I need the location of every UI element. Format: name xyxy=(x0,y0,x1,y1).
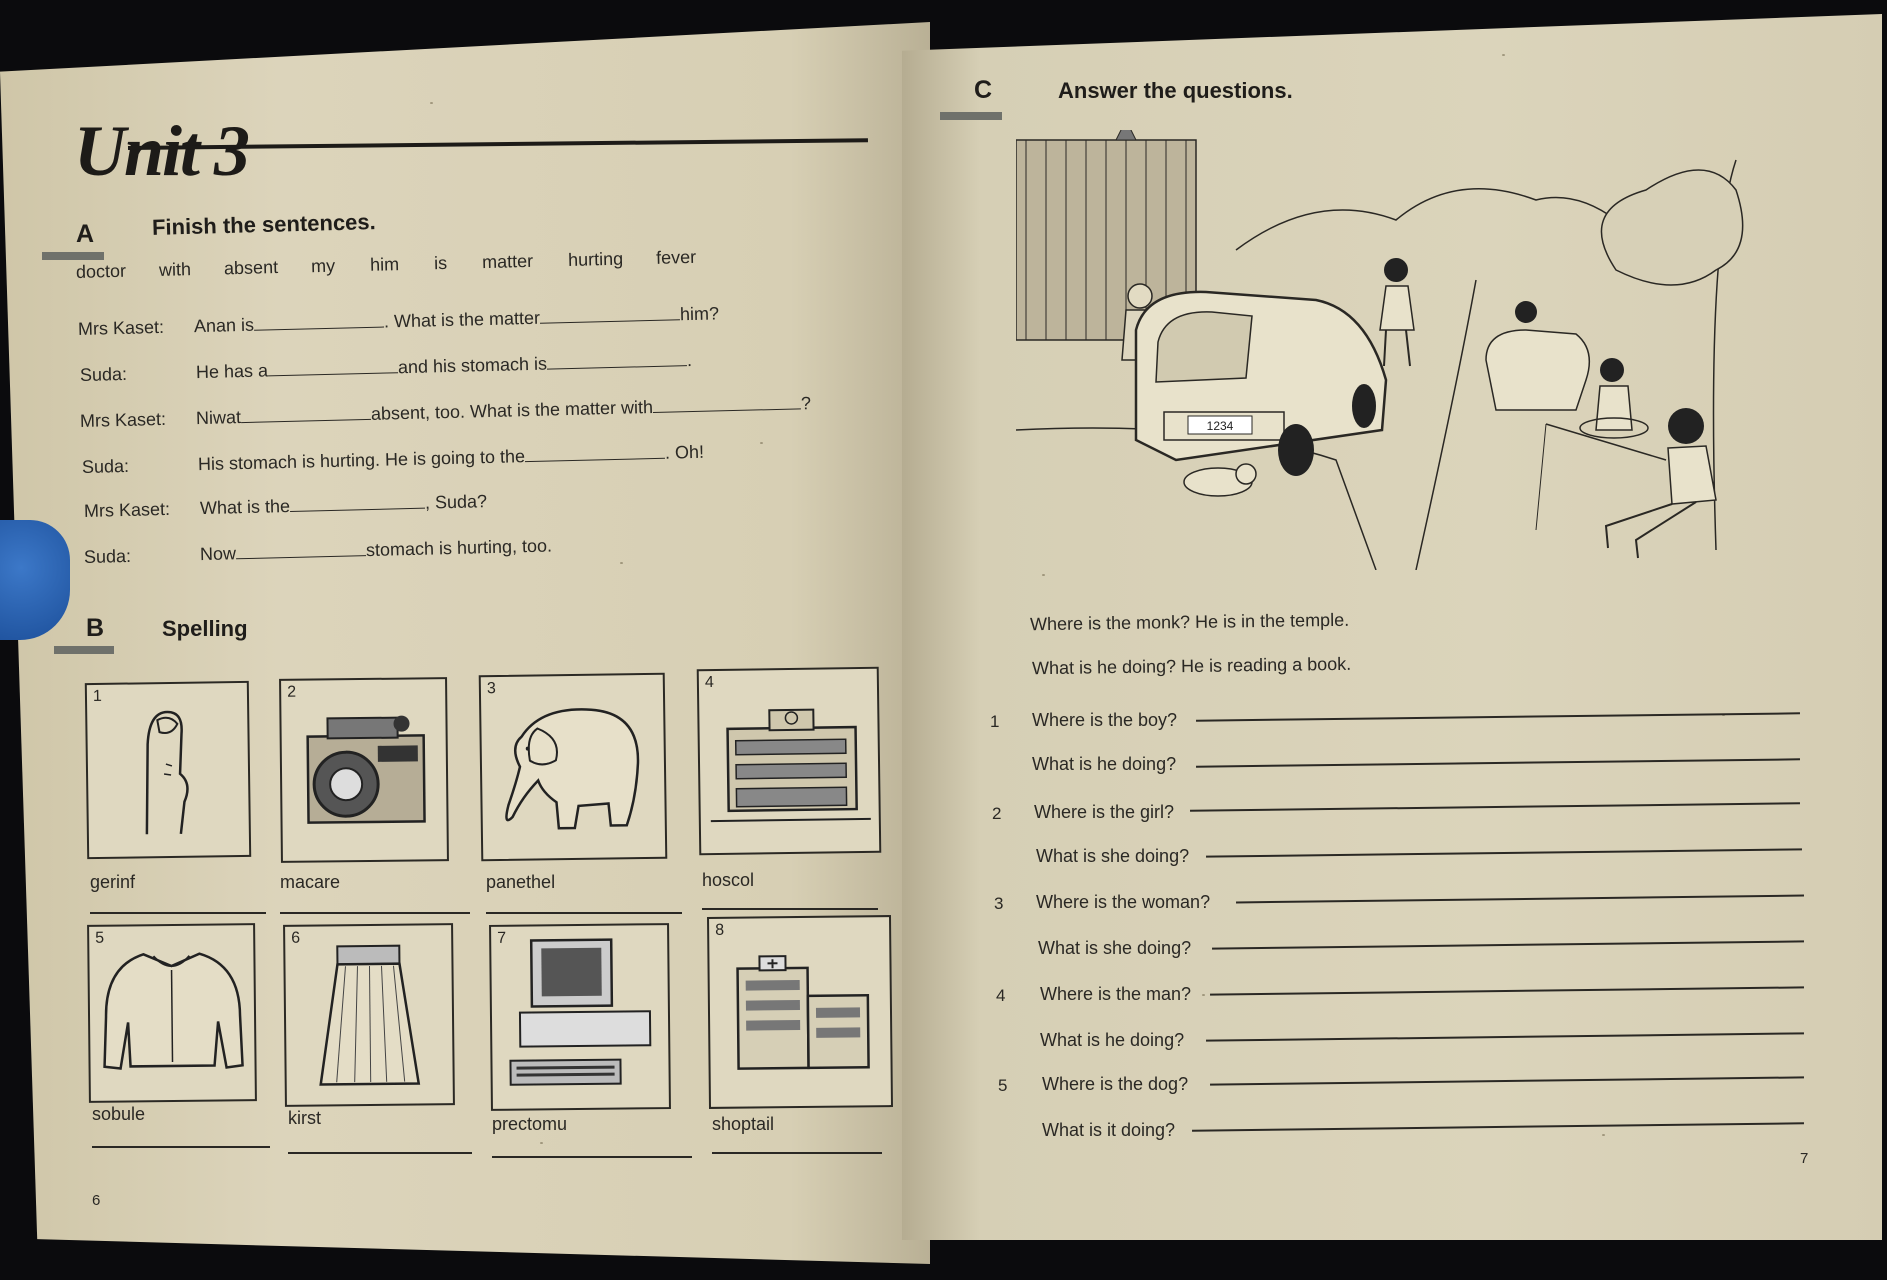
speaker: Mrs Kaset: xyxy=(77,316,165,339)
dialogue-text: , Suda? xyxy=(424,491,488,513)
dialogue-text: Niwat xyxy=(195,407,242,429)
scrambled-word: sobule xyxy=(92,1104,146,1124)
computer-icon xyxy=(491,925,669,1109)
dialogue-text: His stomach is hurting. He is going to the xyxy=(197,446,526,475)
example-sentence: What is he doing? He is reading a book. xyxy=(1031,653,1352,679)
question-text: What is he doing? xyxy=(1032,754,1177,774)
page-number-right: 7 xyxy=(1800,1150,1809,1167)
item-number: 4 xyxy=(704,674,714,692)
blank-line[interactable] xyxy=(653,392,801,413)
dialogue-text: absent, too. What is the matter with xyxy=(370,396,654,424)
answer-line[interactable] xyxy=(280,912,470,914)
question-text: What is she doing? xyxy=(1038,938,1192,958)
spelling-picture-7 xyxy=(489,923,671,1111)
question-number: 4 xyxy=(996,986,1006,1005)
question-text: What is he doing? xyxy=(1040,1030,1185,1050)
dialogue-text: him? xyxy=(679,303,720,325)
item-number: 7 xyxy=(497,929,507,947)
scrambled-word: hoscol xyxy=(702,870,755,890)
answer-line[interactable] xyxy=(92,1146,270,1148)
finger-icon xyxy=(87,683,249,857)
question-text: What is she doing? xyxy=(1036,846,1190,866)
word-bank-item: matter xyxy=(481,250,534,273)
dialogue-text: He has a xyxy=(195,360,269,383)
scrambled-word: prectomu xyxy=(492,1114,568,1134)
spelling-picture-8 xyxy=(707,915,893,1109)
spelling-picture-3 xyxy=(479,673,668,862)
question-number: 5 xyxy=(998,1076,1008,1095)
section-b-letter: B xyxy=(86,614,105,642)
scrambled-word: macare xyxy=(280,872,341,892)
spelling-picture-6 xyxy=(283,923,455,1107)
question-text: Where is the man? xyxy=(1040,984,1192,1004)
spelling-picture-1 xyxy=(85,681,251,859)
word-bank-item: absent xyxy=(223,257,279,279)
section-a-title: Finish the sentences. xyxy=(151,209,377,240)
blank-line[interactable] xyxy=(236,539,366,559)
buffalo-icon xyxy=(1486,301,1589,410)
word-bank-item: doctor xyxy=(75,260,127,282)
spelling-picture-2 xyxy=(279,677,449,863)
van-icon xyxy=(1136,292,1386,476)
answer-line[interactable] xyxy=(492,1156,692,1158)
question-text: Where is the dog? xyxy=(1042,1074,1189,1094)
question-number: 3 xyxy=(994,894,1004,913)
section-b-title: Spelling xyxy=(162,616,248,641)
school-icon xyxy=(699,669,880,853)
girl-icon xyxy=(1380,258,1414,366)
section-c-title: Answer the questions. xyxy=(1058,78,1293,103)
word-bank-item: with xyxy=(158,259,192,280)
answer-line[interactable] xyxy=(712,1152,882,1154)
tree-icon xyxy=(1601,170,1742,285)
word-bank-item: him xyxy=(369,254,400,275)
section-a-bar xyxy=(42,252,104,260)
section-a-letter: A xyxy=(76,220,95,248)
van-plate: 1234 xyxy=(1206,419,1234,433)
word-bank-item: is xyxy=(433,252,448,274)
example-sentence: Where is the monk? He is in the temple. xyxy=(1029,609,1350,635)
speaker: Suda: xyxy=(79,363,128,385)
blank-line[interactable] xyxy=(525,442,665,462)
dialogue-text: What is the xyxy=(199,495,291,519)
item-number: 5 xyxy=(95,929,105,947)
camera-icon xyxy=(281,679,447,861)
blank-line[interactable] xyxy=(241,403,371,423)
question-number: 1 xyxy=(990,712,1000,731)
item-number: 1 xyxy=(92,687,102,706)
item-number: 8 xyxy=(715,921,725,939)
scrambled-word: kirst xyxy=(288,1108,321,1128)
dialogue-text: ? xyxy=(800,393,812,414)
answer-line[interactable] xyxy=(288,1152,472,1154)
dialogue-text: Anan is xyxy=(193,314,255,337)
item-number: 3 xyxy=(486,680,496,698)
village-scene-illustration xyxy=(1016,130,1756,570)
speaker: Mrs Kaset: xyxy=(83,498,171,521)
speaker: Suda: xyxy=(81,455,130,477)
question-text: What is it doing? xyxy=(1042,1120,1176,1140)
answer-line[interactable] xyxy=(90,912,266,914)
skirt-icon xyxy=(285,925,453,1105)
item-number: 2 xyxy=(287,683,297,701)
blank-line[interactable] xyxy=(254,311,384,331)
answer-line[interactable] xyxy=(702,908,878,910)
word-bank-item: hurting xyxy=(567,248,624,270)
section-c-letter: C xyxy=(974,76,993,104)
blank-line[interactable] xyxy=(268,356,398,376)
blank-line[interactable] xyxy=(290,492,425,512)
woman-icon xyxy=(1580,358,1648,438)
word-bank-item: fever xyxy=(655,246,697,268)
dog-icon xyxy=(1184,464,1256,496)
blank-line[interactable] xyxy=(547,349,687,369)
question-text: Where is the boy? xyxy=(1032,710,1178,730)
spelling-picture-4 xyxy=(697,667,882,856)
scrambled-word: gerinf xyxy=(90,872,136,892)
dialogue-text: . Oh! xyxy=(664,441,705,463)
item-number: 6 xyxy=(291,929,301,947)
hospital-icon xyxy=(709,917,891,1107)
answer-line[interactable] xyxy=(486,912,682,914)
scrambled-word: panethel xyxy=(486,872,556,892)
page-number-left: 6 xyxy=(92,1192,101,1209)
spelling-picture-5 xyxy=(87,923,257,1103)
scrambled-word: shoptail xyxy=(712,1114,775,1134)
dialogue-text: stomach is hurting, too. xyxy=(365,535,553,561)
speaker: Mrs Kaset: xyxy=(79,408,167,431)
blank-line[interactable] xyxy=(540,303,680,323)
question-text: Where is the woman? xyxy=(1036,892,1211,912)
dialogue-text: . xyxy=(686,350,693,371)
question-text: Where is the girl? xyxy=(1034,802,1175,822)
dialogue-text: and his stomach is xyxy=(397,353,548,378)
dialogue-text: Now xyxy=(199,543,237,565)
question-number: 2 xyxy=(992,804,1002,823)
dialogue-text: . What is the matter xyxy=(383,307,541,332)
word-bank-item: my xyxy=(310,255,336,277)
section-b-bar xyxy=(54,646,114,654)
section-c-bar xyxy=(940,112,1002,120)
speaker: Suda: xyxy=(83,545,132,567)
unit-title: Unit 3 xyxy=(74,111,249,191)
blouse-icon xyxy=(89,925,255,1101)
elephant-icon xyxy=(481,675,666,860)
